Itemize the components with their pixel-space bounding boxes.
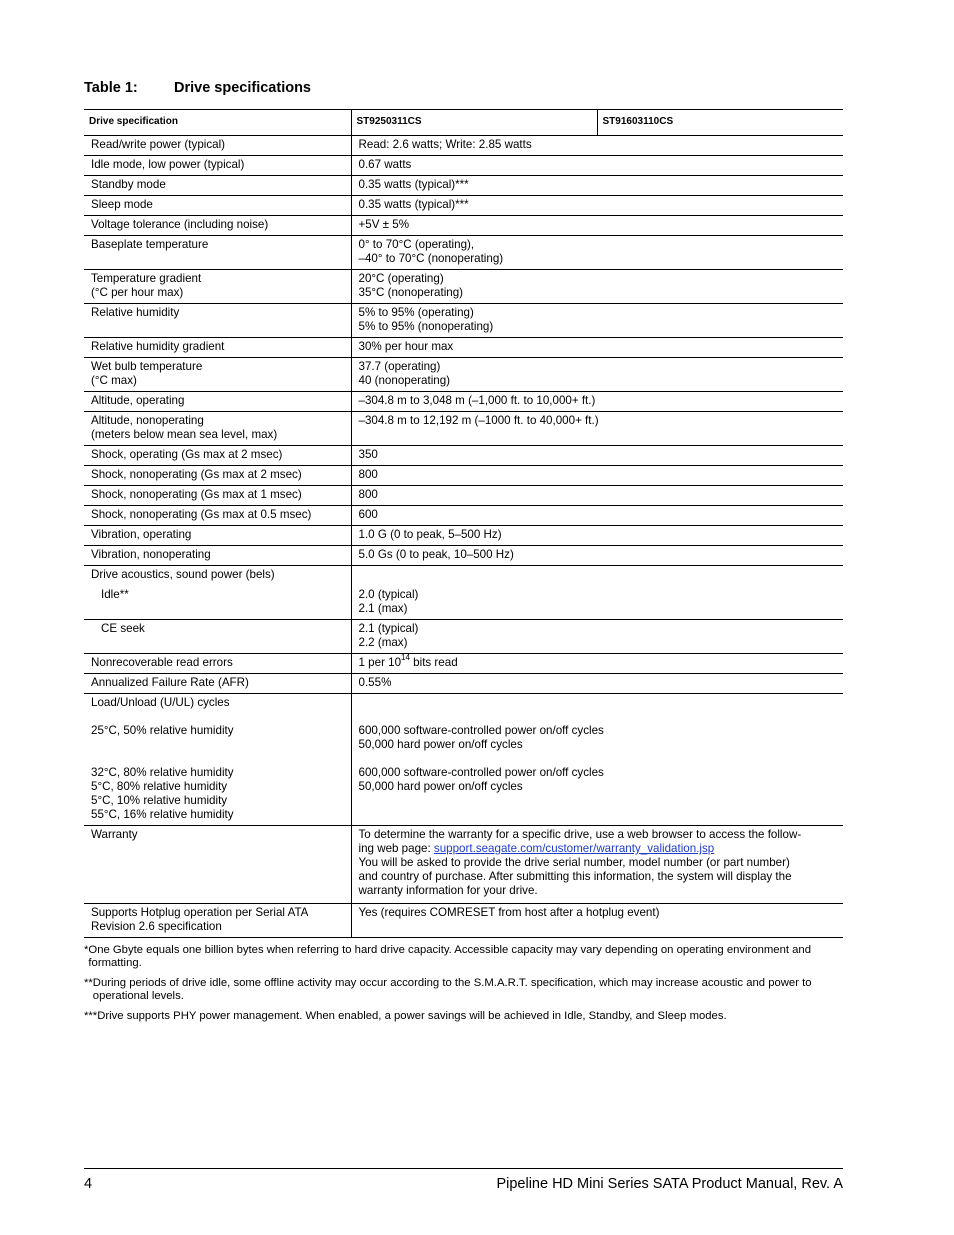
- table-row: [84, 694, 843, 826]
- table-row: [84, 546, 843, 566]
- footnote-mark: ***: [84, 1010, 98, 1022]
- spec-label: Altitude, operating: [84, 392, 351, 412]
- drive-specifications-table: [84, 109, 843, 938]
- footnote: [84, 944, 843, 970]
- acoustics-seek-typical: 2.1 (typical): [358, 622, 419, 635]
- load-unload-label: Load/Unload (U/UL) cycles: [91, 696, 230, 709]
- table-row: [84, 674, 843, 694]
- table-row: [84, 446, 843, 466]
- spec-value: 30% per hour max: [351, 338, 843, 358]
- table-row: [84, 304, 843, 338]
- load-unload-value-cell: [351, 694, 843, 826]
- table-row: [84, 654, 843, 674]
- load-unload-condition-1: 25°C, 50% relative humidity: [91, 724, 234, 737]
- header-st91603110cs: ST91603110CS: [597, 110, 843, 136]
- spec-label: Relative humidity: [84, 304, 351, 338]
- spec-value: 800: [351, 486, 843, 506]
- spec-value: –304.8 m to 3,048 m (–1,000 ft. to 10,000+ ft.): [351, 392, 843, 412]
- spec-value: 350: [351, 446, 843, 466]
- spec-value: 37.7 (operating) 40 (nonoperating): [351, 358, 843, 392]
- table-row: [84, 236, 843, 270]
- spec-label: Shock, nonoperating (Gs max at 1 msec): [84, 486, 351, 506]
- acoustics-idle-typical: 2.0 (typical): [358, 588, 419, 601]
- spec-value: 5.0 Gs (0 to peak, 10–500 Hz): [351, 546, 843, 566]
- table-title: [84, 80, 311, 96]
- spec-label: Shock, nonoperating (Gs max at 2 msec): [84, 466, 351, 486]
- table-row: [84, 338, 843, 358]
- spec-value: 20°C (operating) 35°C (nonoperating): [351, 270, 843, 304]
- special-rows: [84, 566, 843, 938]
- acoustics-idle-max: 2.1 (max): [358, 602, 408, 615]
- footnote: [84, 977, 843, 1003]
- load-unload-value-2a: 600,000 software-controlled power on/off cycles: [358, 766, 604, 779]
- spec-label: Altitude, nonoperating (meters below mean sea level, max): [84, 412, 351, 446]
- load-unload-condition-2c: 5°C, 10% relative humidity: [91, 794, 228, 807]
- spec-value: 600: [351, 506, 843, 526]
- nre-exponent: 14: [401, 653, 410, 663]
- table-row: [84, 176, 843, 196]
- footnotes: [84, 944, 843, 1030]
- spec-value: 0.67 watts: [351, 156, 843, 176]
- load-unload-value-1b: 50,000 hard power on/off cycles: [358, 738, 523, 751]
- nre-label: Nonrecoverable read errors: [84, 654, 351, 674]
- spec-value: 0.35 watts (typical)***: [351, 176, 843, 196]
- spec-label: Read/write power (typical): [84, 136, 351, 156]
- load-unload-condition-2d: 55°C, 16% relative humidity: [91, 808, 234, 821]
- hotplug-value: Yes (requires COMRESET from host after a hotplug event): [351, 904, 843, 938]
- footnote-text: Drive supports PHY power management. When enabled, a power savings will be achieved in Idle, Standby, and Sleep modes.: [97, 1010, 727, 1022]
- afr-label: Annualized Failure Rate (AFR): [84, 674, 351, 694]
- table-row: [84, 826, 843, 904]
- table-row: [84, 216, 843, 236]
- spec-label: Standby mode: [84, 176, 351, 196]
- warranty-value-cell: To determine the warranty for a specific drive, use a web browser to access the follow- ing web page: support.seagate.com/customer/warranty_validation.jsp You will be asked to provide the drive serial number, model number (or part number) and country of purchase. After submitting this information, the system will display the warranty information for your drive.: [351, 826, 843, 904]
- header-row: [84, 110, 843, 136]
- acoustics-idle-label: Idle**: [101, 588, 129, 601]
- spec-value: 0° to 70°C (operating), –40° to 70°C (nonoperating): [351, 236, 843, 270]
- spec-value: 0.35 watts (typical)***: [351, 196, 843, 216]
- spec-label: Shock, nonoperating (Gs max at 0.5 msec): [84, 506, 351, 526]
- acoustics-label-cell: [84, 566, 351, 620]
- table-row: [84, 466, 843, 486]
- spec-value: –304.8 m to 12,192 m (–1000 ft. to 40,000+ ft.): [351, 412, 843, 446]
- spec-label: Temperature gradient (°C per hour max): [84, 270, 351, 304]
- table-row: [84, 196, 843, 216]
- footnote: [84, 1010, 843, 1023]
- footnote-mark: **: [84, 977, 93, 989]
- header-st9250311cs: ST9250311CS: [351, 110, 597, 136]
- spec-label: Wet bulb temperature (°C max): [84, 358, 351, 392]
- load-unload-label-cell: [84, 694, 351, 826]
- footer-title: Pipeline HD Mini Series SATA Product Manual, Rev. A: [496, 1176, 843, 1192]
- nre-value: 1 per $10^{14}$ bits read: [351, 654, 843, 674]
- spec-label: Relative humidity gradient: [84, 338, 351, 358]
- table-row: [84, 566, 843, 620]
- page-number: 4: [84, 1176, 93, 1192]
- hotplug-label-cell: Supports Hotplug operation per Serial ATA Revision 2.6 specification: [84, 904, 351, 938]
- acoustics-idle-value-cell: [351, 566, 843, 620]
- table-row: [84, 904, 843, 938]
- spec-value: 800: [351, 466, 843, 486]
- footnote-text: One Gbyte equals one billion bytes when referring to hard drive capacity. Accessible capacity may vary depending on operating environment and formatting.: [88, 944, 811, 969]
- acoustics-seek-max: 2.2 (max): [358, 636, 408, 649]
- footer-divider: [84, 1168, 843, 1169]
- spec-label: Idle mode, low power (typical): [84, 156, 351, 176]
- table-row: [84, 392, 843, 412]
- spec-label: Voltage tolerance (including noise): [84, 216, 351, 236]
- spec-label: Vibration, operating: [84, 526, 351, 546]
- table-row: [84, 506, 843, 526]
- table-number: Table 1:: [84, 80, 138, 96]
- spec-value: 1.0 G (0 to peak, 5–500 Hz): [351, 526, 843, 546]
- acoustics-seek-label: CE seek: [101, 622, 145, 635]
- table-row: [84, 486, 843, 506]
- footnote-text: During periods of drive idle, some offline activity may occur according to the S.M.A.R.T. specification, which may increase acoustic and power to operational levels.: [92, 977, 812, 1002]
- table-row: [84, 358, 843, 392]
- load-unload-value-1a: 600,000 software-controlled power on/off cycles: [358, 724, 604, 737]
- spec-label: Sleep mode: [84, 196, 351, 216]
- table-row: [84, 620, 843, 654]
- spec-value: +5V ± 5%: [351, 216, 843, 236]
- spec-label: Baseplate temperature: [84, 236, 351, 270]
- warranty-link[interactable]: support.seagate.com/customer/warranty_validation.jsp: [433, 842, 715, 855]
- load-unload-value-2b: 50,000 hard power on/off cycles: [358, 780, 523, 793]
- footnote-mark: *: [84, 944, 89, 956]
- spec-rows: [84, 136, 843, 566]
- table-row: [84, 412, 843, 446]
- table-row: [84, 136, 843, 156]
- table-row: [84, 270, 843, 304]
- header-drive-specification: Drive specification: [84, 110, 351, 136]
- spec-label: Vibration, nonoperating: [84, 546, 351, 566]
- warranty-label: Warranty: [84, 826, 351, 904]
- spec-label: Shock, operating (Gs max at 2 msec): [84, 446, 351, 466]
- afr-value: 0.55%: [351, 674, 843, 694]
- acoustics-label: Drive acoustics, sound power (bels): [91, 568, 275, 581]
- table-row: [84, 156, 843, 176]
- spec-value: 5% to 95% (operating) 5% to 95% (nonoperating): [351, 304, 843, 338]
- spec-value: Read: 2.6 watts; Write: 2.85 watts: [351, 136, 843, 156]
- load-unload-condition-2a: 32°C, 80% relative humidity: [91, 766, 234, 779]
- load-unload-condition-2b: 5°C, 80% relative humidity: [91, 780, 228, 793]
- table-row: [84, 526, 843, 546]
- table-name: Drive specifications: [174, 80, 311, 96]
